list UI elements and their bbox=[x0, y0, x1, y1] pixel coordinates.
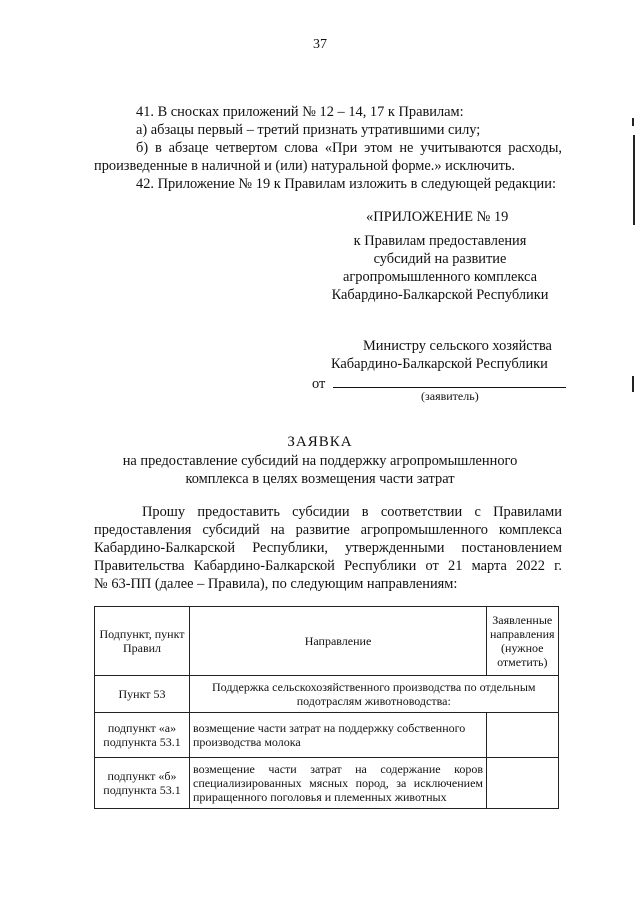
row-clause: подпункт «а» подпункта 53.1 bbox=[95, 713, 190, 758]
row-clause: подпункт «б» подпункта 53.1 bbox=[95, 758, 190, 809]
application-subtitle1: на предоставление субсидий на поддержку агропромышленного bbox=[122, 453, 518, 469]
table-row bbox=[95, 758, 559, 809]
paragraph-42: 42. Приложение № 19 к Правилам изложить в следующей редакции: bbox=[136, 176, 556, 192]
header-subclause: Подпункт, пункт Правил bbox=[95, 607, 190, 676]
row-direction: Поддержка сельскохозяйственного производства по отдельным подотраслям животноводства: bbox=[190, 676, 559, 713]
appendix-line4: Кабардино-Балкарской Республики bbox=[331, 287, 549, 303]
applicant-caption: (заявитель) bbox=[421, 389, 479, 403]
appendix-line2: субсидий на развитие bbox=[373, 251, 507, 267]
row-checkbox-cell[interactable] bbox=[487, 713, 559, 758]
table-row bbox=[95, 713, 559, 758]
body-line1: Прошу предоставить субсидии в соответствии с Правилами bbox=[142, 504, 562, 520]
row-clause: Пункт 53 bbox=[95, 676, 190, 713]
body-line5: № 63-ПП (далее – Правила), по следующим направлениям: bbox=[94, 576, 458, 592]
header-declared: Заявленные направления (нужное отметить) bbox=[487, 607, 559, 676]
appendix-title: «ПРИЛОЖЕНИЕ № 19 bbox=[366, 209, 509, 225]
appendix-line3: агропромышленного комплекса bbox=[343, 269, 537, 285]
table-header-row bbox=[95, 607, 559, 676]
header-direction: Направление bbox=[190, 607, 487, 676]
table-row bbox=[95, 676, 559, 713]
directions-table bbox=[94, 606, 559, 809]
from-label: от bbox=[312, 376, 326, 392]
body-line3: Кабардино-Балкарской Республики, утвержденными постановлением bbox=[94, 540, 562, 556]
row-checkbox-cell[interactable] bbox=[487, 758, 559, 809]
paragraph-41: 41. В сносках приложений № 12 – 14, 17 к Правилам: bbox=[136, 104, 464, 120]
application-subtitle2: комплекса в целях возмещения части затрат bbox=[185, 471, 455, 487]
addressee-line2: Кабардино-Балкарской Республики bbox=[331, 356, 548, 372]
appendix-line1: к Правилам предоставления bbox=[353, 233, 527, 249]
row-direction: возмещение части затрат на поддержку собственного производства молока bbox=[190, 713, 487, 758]
scan-mark bbox=[632, 376, 634, 392]
paragraph-41a: а) абзацы первый – третий признать утратившими силу; bbox=[136, 122, 481, 138]
application-title: ЗАЯВКА bbox=[287, 434, 353, 450]
page-number: 37 bbox=[313, 37, 327, 52]
paragraph-41b-line1: б) в абзаце четвертом слова «При этом не учитываются расходы, bbox=[136, 140, 562, 156]
body-line4: Правительства Кабардино-Балкарской Республики от 21 марта 2022 г. bbox=[94, 558, 562, 574]
row-direction: возмещение части затрат на содержание коров специализированных мясных пород, за исключением приращенного поголовья и племенных животных bbox=[190, 758, 487, 809]
body-line2: предоставления субсидий на развитие агропромышленного комплекса bbox=[94, 522, 562, 538]
scan-mark bbox=[633, 135, 635, 225]
applicant-blank-line bbox=[333, 373, 566, 388]
paragraph-41b-line2: произведенные в наличной и (или) натуральной форме.» исключить. bbox=[94, 158, 516, 174]
scan-mark bbox=[632, 118, 634, 126]
addressee-line1: Министру сельского хозяйства bbox=[363, 338, 552, 354]
